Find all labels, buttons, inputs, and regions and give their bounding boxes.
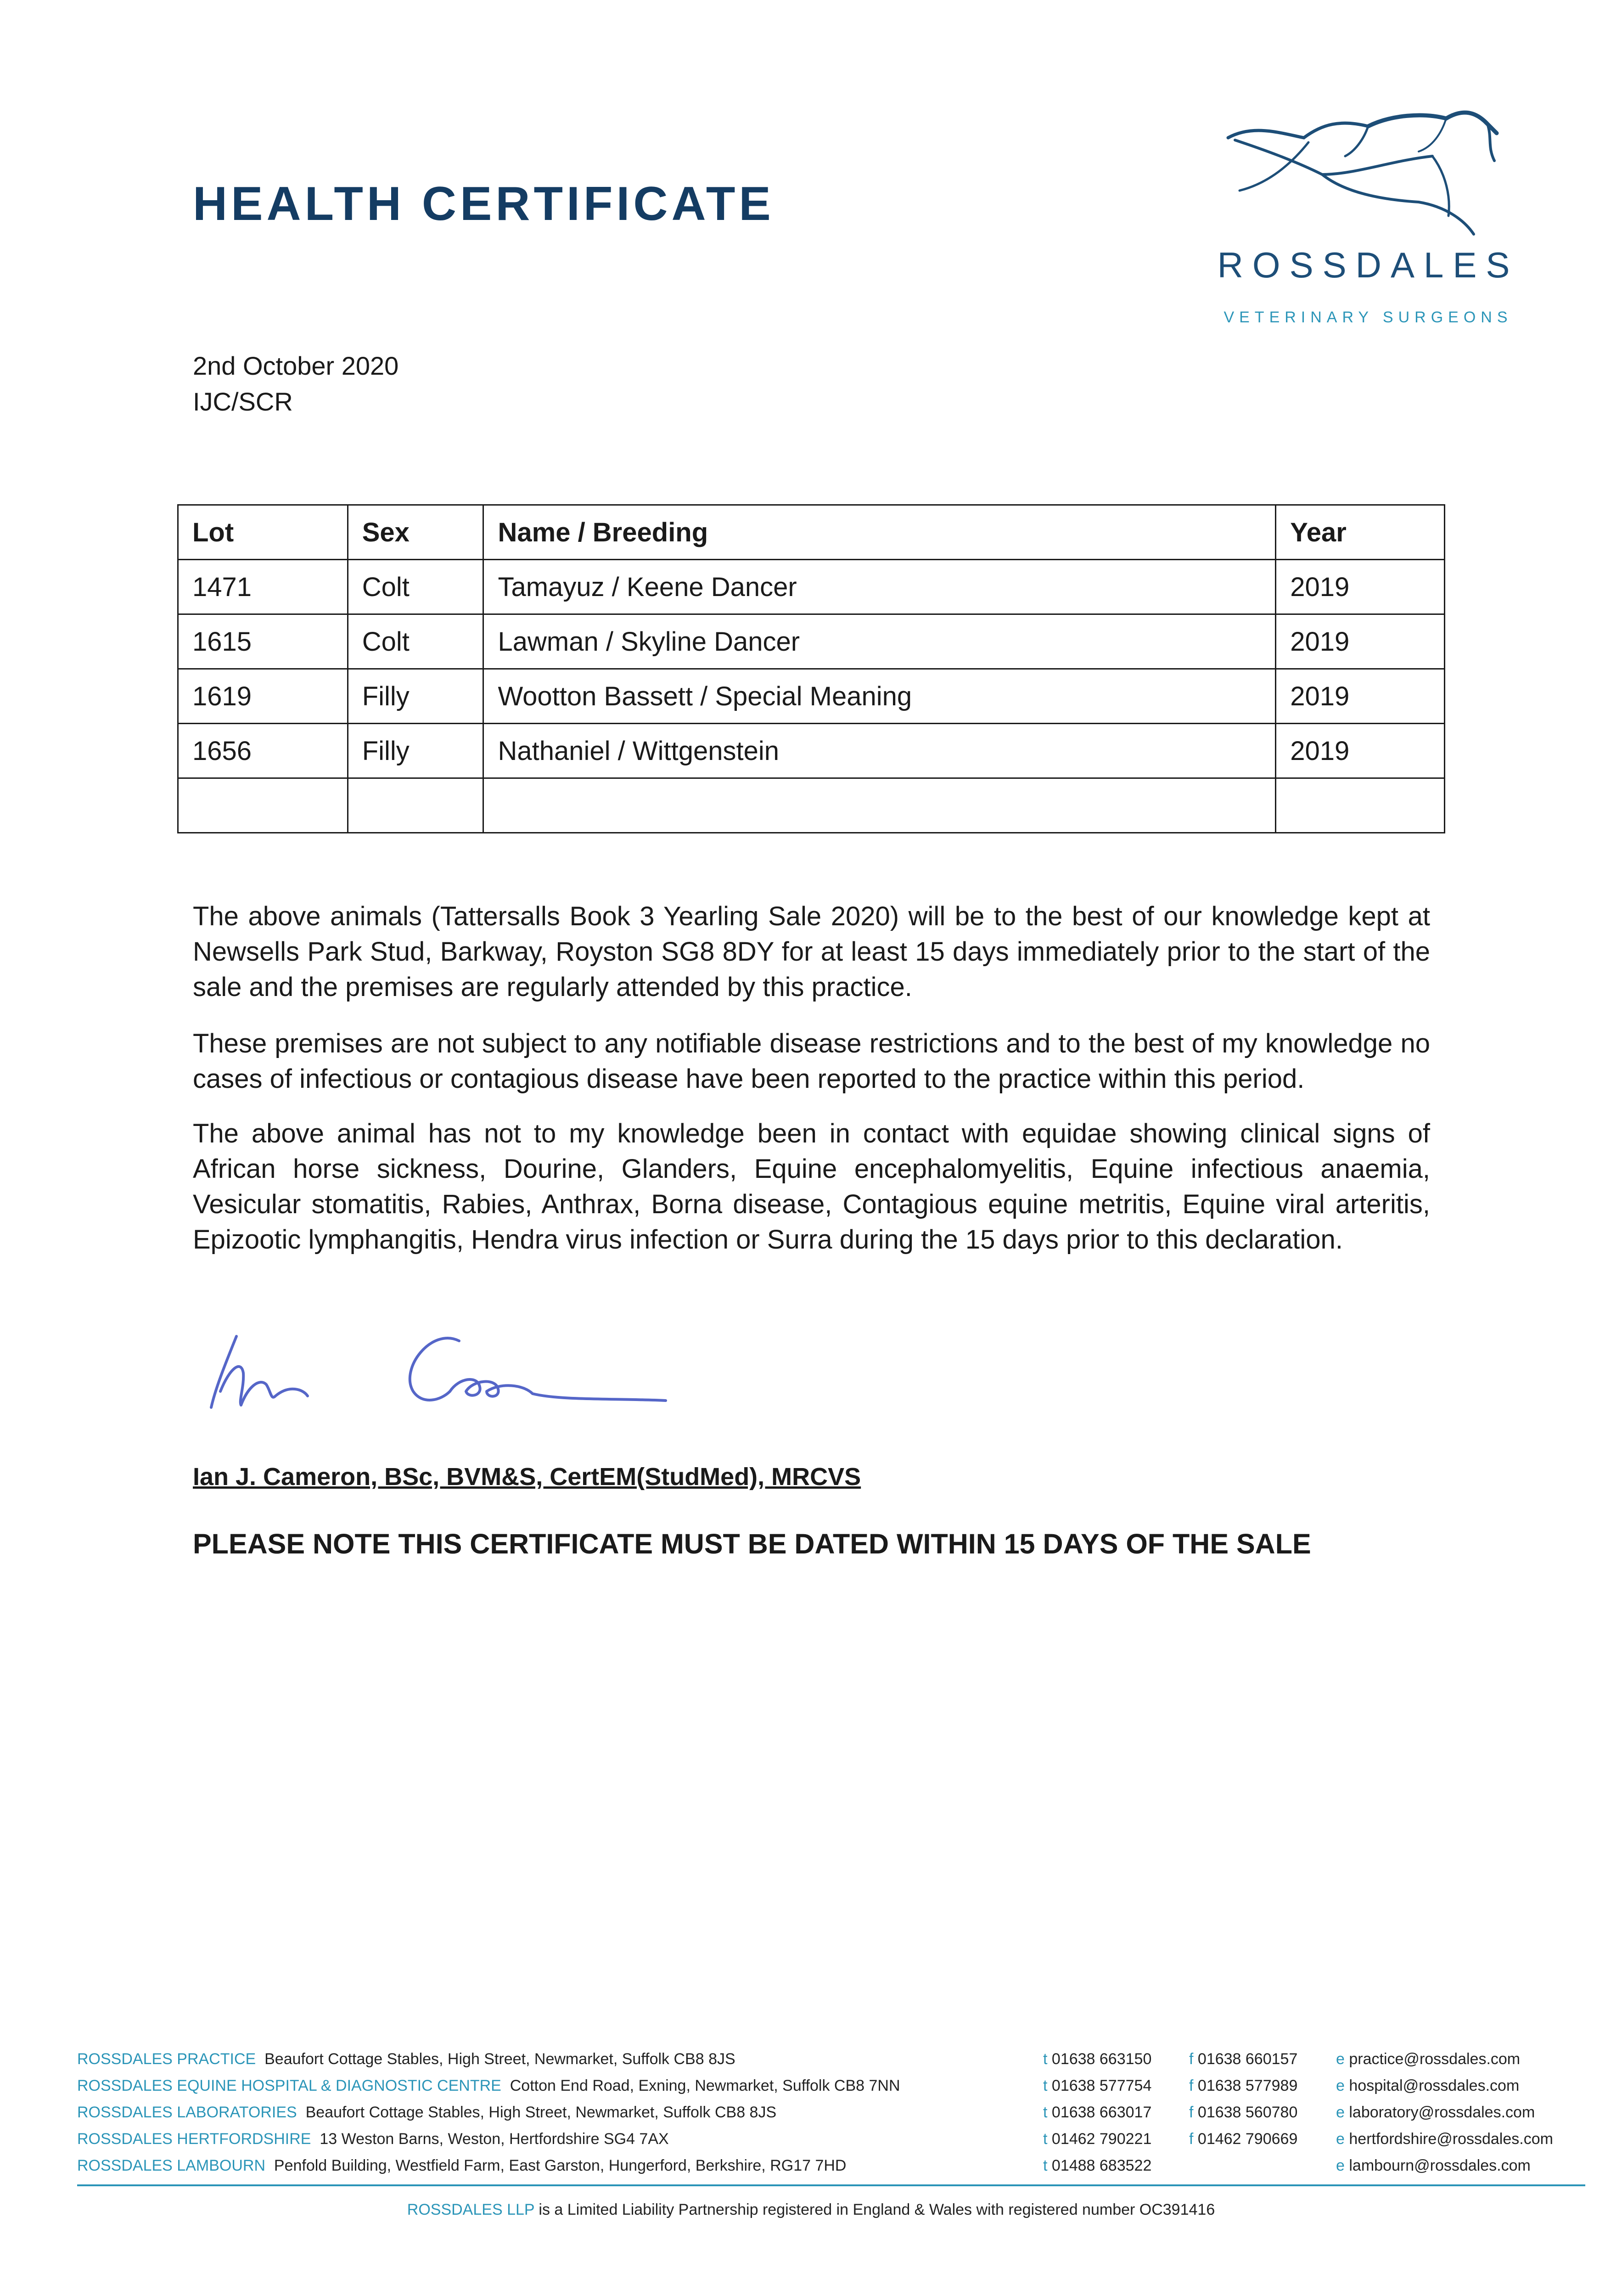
location-tel: t 01488 683522 <box>1043 2157 1152 2174</box>
location-name: ROSSDALES LAMBOURN <box>77 2157 265 2174</box>
cell-lot: 1656 <box>178 724 348 778</box>
location-name: ROSSDALES PRACTICE <box>77 2050 256 2068</box>
footer-location-row <box>77 2050 735 2068</box>
location-tel: t 01462 790221 <box>1043 2130 1152 2148</box>
certificate-title: HEALTH CERTIFICATE <box>193 177 775 231</box>
lots-table <box>177 504 1445 833</box>
brand-subtitle: VETERINARY SURGEONS <box>1224 309 1513 326</box>
cell-name-breeding: Lawman / Skyline Dancer <box>483 614 1276 669</box>
location-email[interactable]: e laboratory@rossdales.com <box>1336 2104 1535 2121</box>
cell-lot: 1615 <box>178 614 348 669</box>
header-year: Year <box>1276 505 1445 560</box>
cell-sex <box>348 778 483 833</box>
llp-registration <box>0 2201 1622 2219</box>
location-tel: t 01638 577754 <box>1043 2077 1152 2094</box>
signature-image <box>202 1309 753 1428</box>
location-email[interactable]: e hertfordshire@rossdales.com <box>1336 2130 1553 2148</box>
cell-sex: Filly <box>348 724 483 778</box>
cell-name-breeding: Tamayuz / Keene Dancer <box>483 560 1276 614</box>
table-header-row <box>178 505 1445 560</box>
footer-location-row <box>77 2130 669 2148</box>
signer-name: Ian J. Cameron, BSc, BVM&S, CertEM(StudMed), MRCVS <box>193 1463 861 1491</box>
llp-name: ROSSDALES LLP <box>407 2201 534 2218</box>
location-address: Penfold Building, Westfield Farm, East Garston, Hungerford, Berkshire, RG17 7HD <box>274 2157 847 2174</box>
brand-name: ROSSDALES <box>1217 245 1519 285</box>
paragraph-contact-declaration: The above animal has not to my knowledge been in contact with equidae showing clinical signs of African horse sickness, Dourine, Glanders, Equine encephalomyelitis, Equine infectious anaemia, Vesicular stomatitis, Rabies, Anthrax, Borna disease, Contagious equine metritis, Equine viral arteritis, Epizootic lymphangitis, Hendra virus infection or Surra during the 15 days prior to this declaration. <box>193 1119 1430 1255</box>
location-name: ROSSDALES HERTFORDSHIRE <box>77 2130 311 2148</box>
paragraph-disease-restrictions: These premises are not subject to any notifiable disease restrictions and to the best of my knowledge no cases of infectious or contagious disease have been reported to the practice within this period. <box>193 1029 1430 1094</box>
cell-lot: 1471 <box>178 560 348 614</box>
cell-year <box>1276 778 1445 833</box>
cell-year: 2019 <box>1276 560 1445 614</box>
cell-sex: Colt <box>348 560 483 614</box>
cell-year: 2019 <box>1276 724 1445 778</box>
table-row <box>178 560 1445 614</box>
horse-logo-icon <box>1217 106 1501 253</box>
dating-notice: PLEASE NOTE THIS CERTIFICATE MUST BE DATED WITHIN 15 DAYS OF THE SALE <box>193 1528 1311 1559</box>
cell-name-breeding: Wootton Bassett / Special Meaning <box>483 669 1276 724</box>
location-name: ROSSDALES LABORATORIES <box>77 2104 297 2121</box>
location-email[interactable]: e practice@rossdales.com <box>1336 2050 1521 2068</box>
cell-year: 2019 <box>1276 669 1445 724</box>
location-fax: f 01462 790669 <box>1189 2130 1298 2148</box>
footer-location-row <box>77 2157 846 2175</box>
footer-divider <box>77 2184 1585 2186</box>
location-fax: f 01638 577989 <box>1189 2077 1298 2094</box>
location-address: Cotton End Road, Exning, Newmarket, Suffolk CB8 7NN <box>510 2077 900 2094</box>
location-address: Beaufort Cottage Stables, High Street, Newmarket, Suffolk CB8 8JS <box>264 2050 735 2068</box>
location-email[interactable]: e hospital@rossdales.com <box>1336 2077 1520 2094</box>
table-row <box>178 614 1445 669</box>
location-email[interactable]: e lambourn@rossdales.com <box>1336 2157 1531 2174</box>
cell-year: 2019 <box>1276 614 1445 669</box>
cell-sex: Colt <box>348 614 483 669</box>
footer-location-row <box>77 2104 776 2122</box>
footer-location-row <box>77 2077 900 2095</box>
header-lot: Lot <box>178 505 348 560</box>
cell-lot <box>178 778 348 833</box>
table-row <box>178 669 1445 724</box>
table-row <box>178 724 1445 778</box>
location-fax: f 01638 560780 <box>1189 2104 1298 2121</box>
location-tel: t 01638 663017 <box>1043 2104 1152 2121</box>
llp-text: is a Limited Liability Partnership registered in England & Wales with registered number OC391416 <box>539 2201 1215 2218</box>
location-fax: f 01638 660157 <box>1189 2050 1298 2068</box>
location-address: Beaufort Cottage Stables, High Street, Newmarket, Suffolk CB8 8JS <box>305 2104 777 2121</box>
location-name: ROSSDALES EQUINE HOSPITAL & DIAGNOSTIC CENTRE <box>77 2077 501 2094</box>
location-tel: t 01638 663150 <box>1043 2050 1152 2068</box>
cell-name-breeding: Nathaniel / Wittgenstein <box>483 724 1276 778</box>
paragraph-location: The above animals (Tattersalls Book 3 Yearling Sale 2020) will be to the best of our knowledge kept at Newsells Park Stud, Barkway, Royston SG8 8DY for at least 15 days immediately prior to the start of the sale and the premises are regularly attended by this practice. <box>193 901 1430 1002</box>
cell-name-breeding <box>483 778 1276 833</box>
location-address: 13 Weston Barns, Weston, Hertfordshire SG4 7AX <box>320 2130 669 2148</box>
header-sex: Sex <box>348 505 483 560</box>
reference-code: IJC/SCR <box>193 387 293 416</box>
certificate-date: 2nd October 2020 <box>193 351 399 380</box>
cell-sex: Filly <box>348 669 483 724</box>
cell-lot: 1619 <box>178 669 348 724</box>
table-row-empty <box>178 778 1445 833</box>
header-name-breeding: Name / Breeding <box>483 505 1276 560</box>
